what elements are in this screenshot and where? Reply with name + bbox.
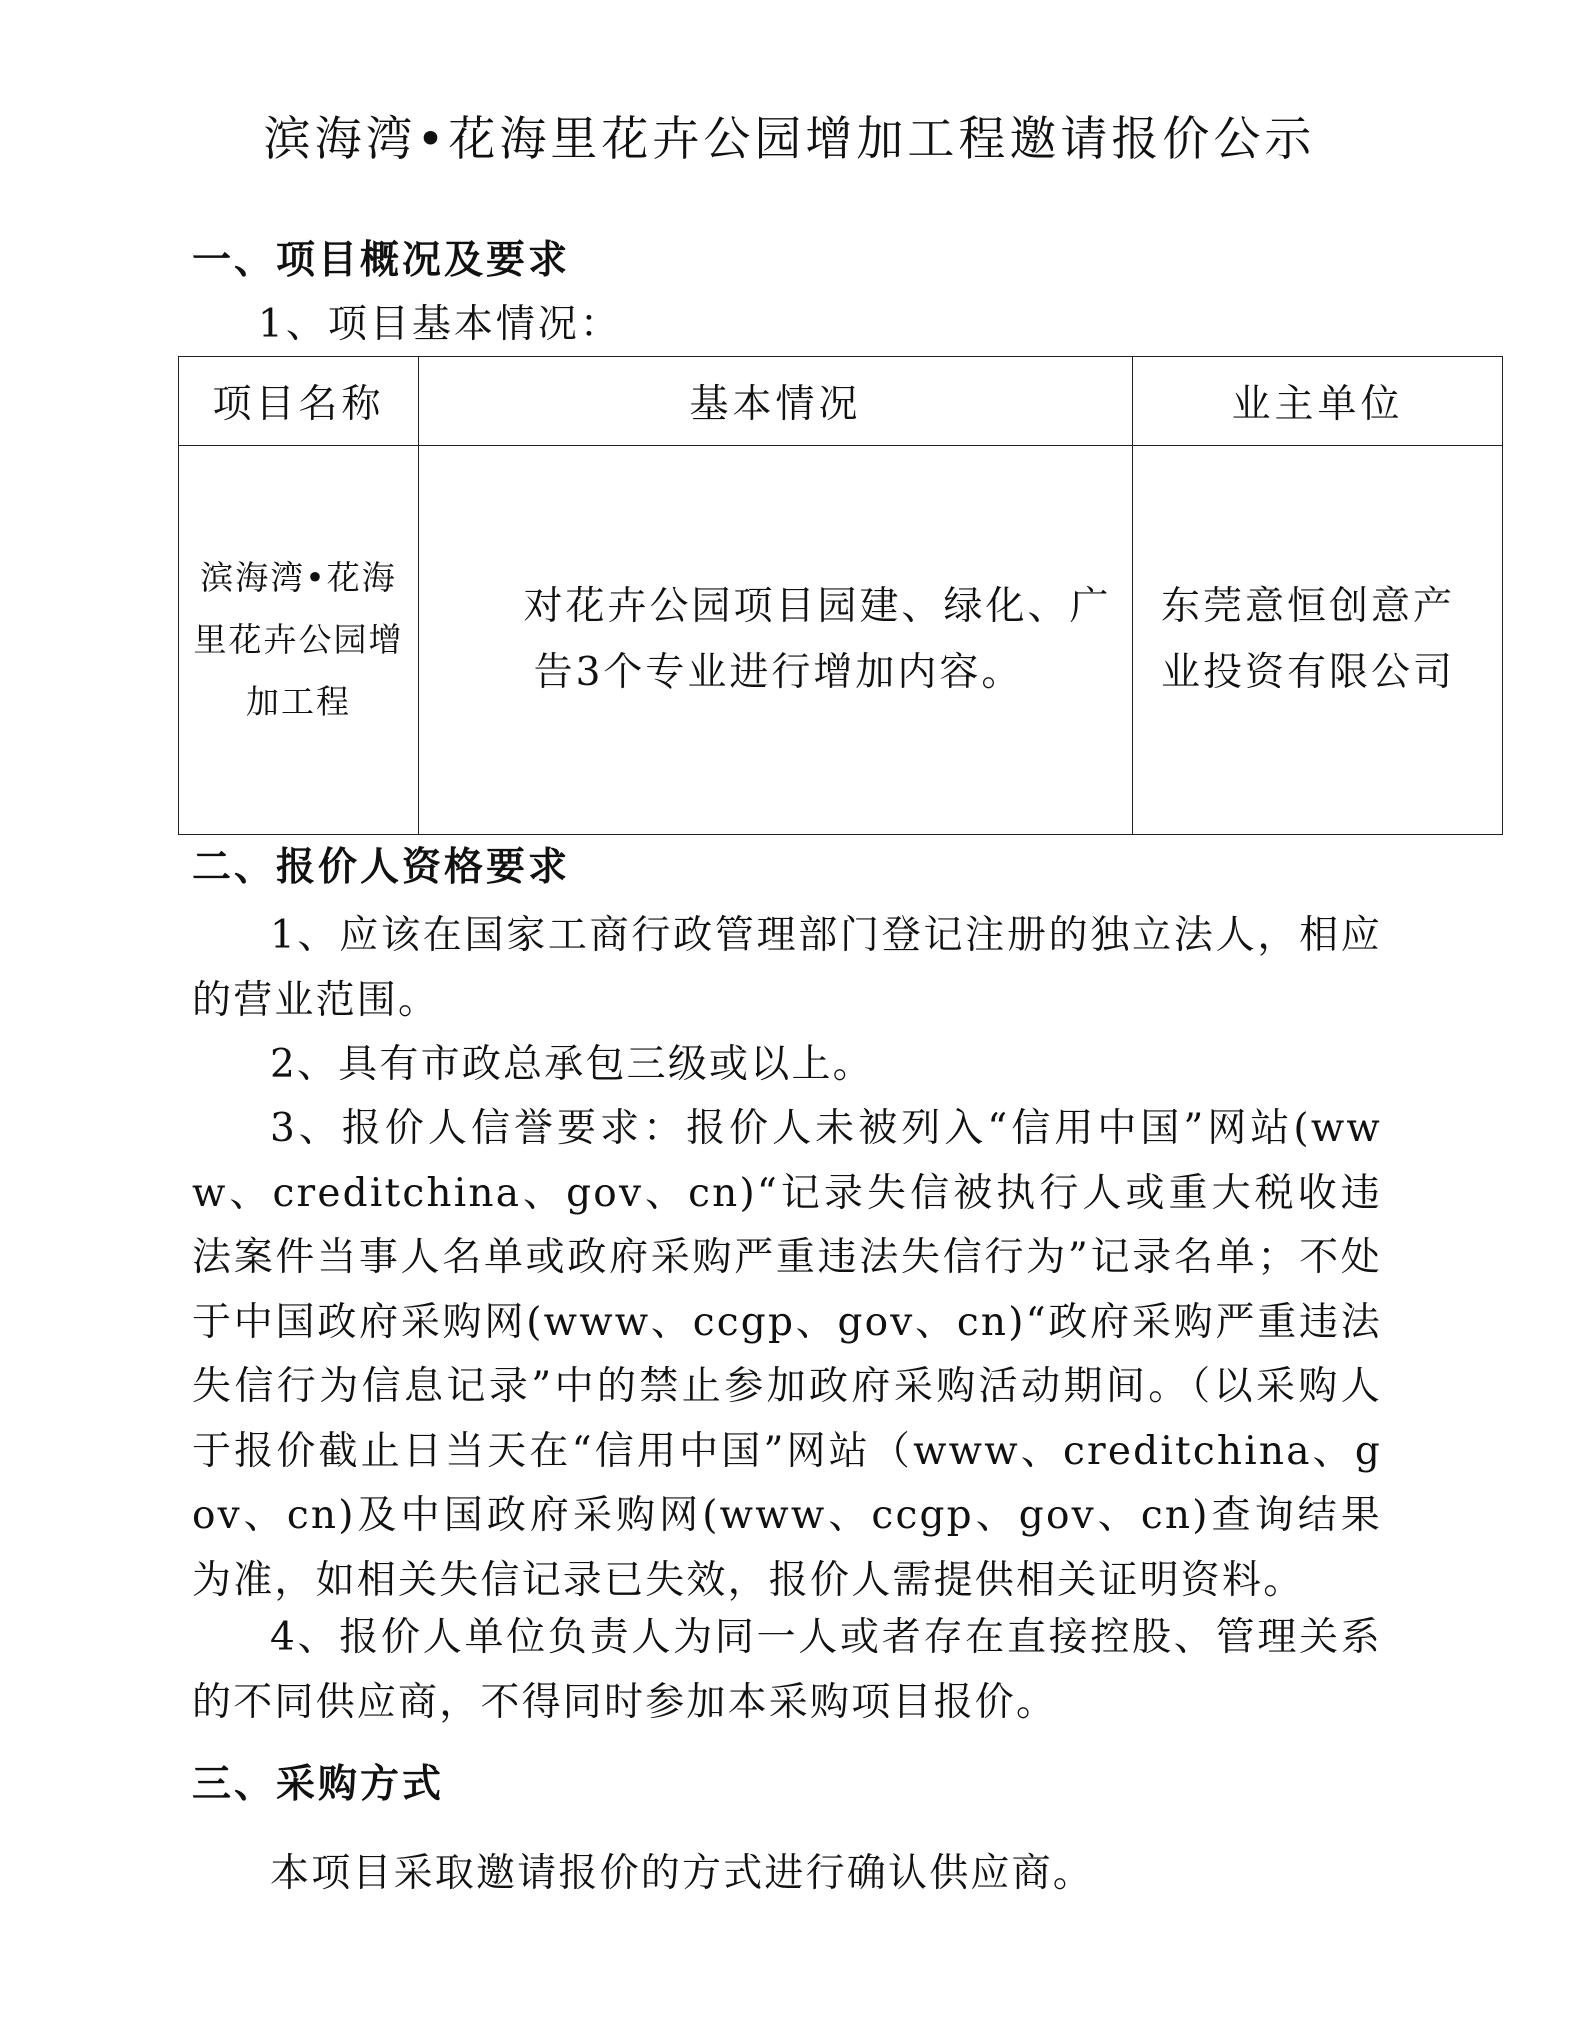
project-info-table <box>178 356 1503 835</box>
section-2-heading: 二、报价人资格要求 <box>192 845 571 890</box>
cell-basic-info: 对花卉公园项目园建、绿化、广告3个专业进行增加内容。 <box>419 446 1133 835</box>
header-project-name: 项目名称 <box>179 357 419 446</box>
section-1-subheading: 1、项目基本情况： <box>258 302 622 347</box>
requirement-item-3: 3、报价人信誉要求：报价人未被列入“信用中国”网站(www、creditchina、gov、cn)“记录失信被执行人或重大税收违法案件当事人名单或政府采购严重违法失信行为”记录名单；不处于中国政府采购网(www、ccgp、gov、cn)“政府采购严重违法失信行为信息记录”中的禁止参加政府采购活动期间。（以采购人于报价截止日当天在“信用中国”网站（www、creditchina、gov、cn)及中国政府采购网(www、ccgp、gov、cn)查询结果为准，如相关失信记录已失效，报价人需提供相关证明资料。 <box>192 1106 1382 1603</box>
requirement-item-1: 1、应该在国家工商行政管理部门登记注册的独立法人，相应的营业范围。 <box>192 913 1382 1023</box>
section-3-heading: 三、采购方式 <box>192 1762 445 1807</box>
requirement-item-2: 2、具有市政总承包三级或以上。 <box>270 1042 874 1087</box>
section-1-heading: 一、项目概况及要求 <box>192 238 571 283</box>
cell-owner: 东莞意恒创意产业投资有限公司 <box>1133 446 1503 835</box>
procurement-method-text: 本项目采取邀请报价的方式进行确认供应商。 <box>270 1851 1095 1896</box>
header-basic-info: 基本情况 <box>419 357 1133 446</box>
header-owner: 业主单位 <box>1133 357 1503 446</box>
cell-project-name: 滨海湾•花海里花卉公园增加工程 <box>179 446 419 835</box>
table-header-row <box>179 357 1503 446</box>
requirement-item-4: 4、报价人单位负责人为同一人或者存在直接控股、管理关系的不同供应商，不得同时参加本采购项目报价。 <box>192 1615 1382 1725</box>
table-row <box>179 446 1503 835</box>
document-title: 滨海湾•花海里花卉公园增加工程邀请报价公示 <box>263 112 1316 167</box>
